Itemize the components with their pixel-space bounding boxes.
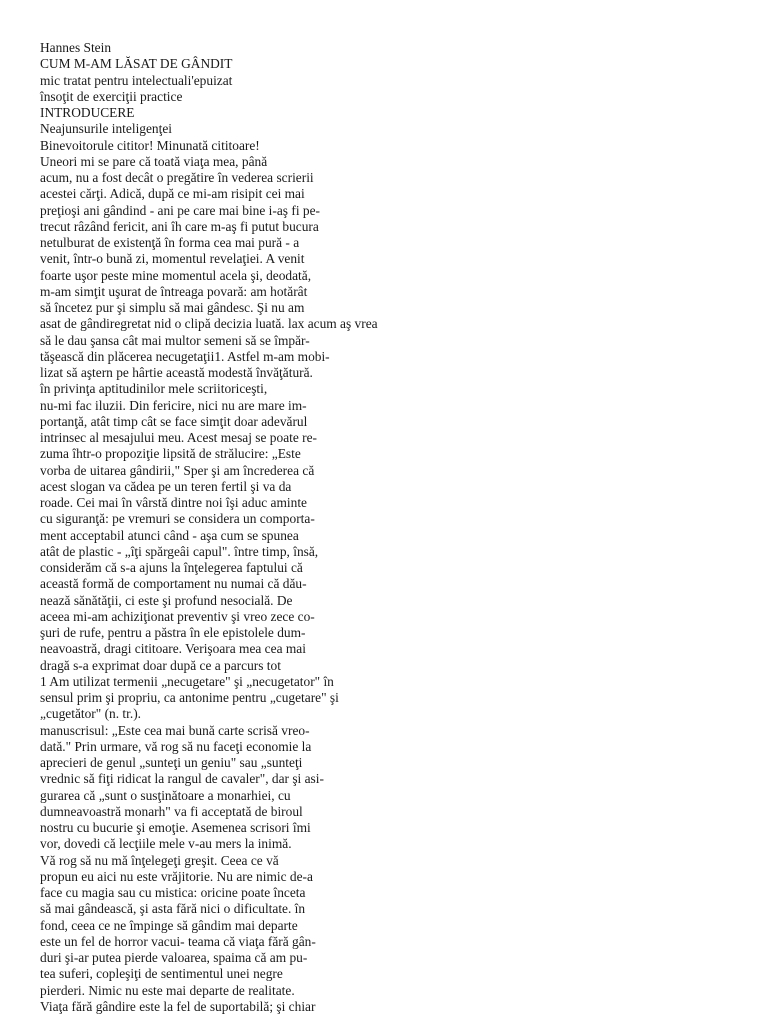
body-line: aceea mi-am achiziţionat preventiv şi vreo zece co- <box>40 608 315 624</box>
body-line: este un fel de horror vacui- teama că viaţa fără gân- <box>40 933 316 949</box>
section-heading: INTRODUCERE <box>40 105 135 120</box>
body-line: nostru cu bucurie şi emoţie. Asemenea scrisori îmi <box>40 820 311 835</box>
body-line: m-am simţit uşurat de întreaga povară: am hotărât <box>40 283 308 299</box>
body-line: nu-mi fac iluzii. Din fericire, nici nu are mare im- <box>40 397 307 413</box>
body-line: pierderi. Nimic nu este mai departe de realitate. <box>40 982 295 998</box>
body-line: foarte uşor peste mine momentul acela şi, deodată, <box>40 267 312 283</box>
body-line: venit, într-o bună zi, momentul revelaţiei. A venit <box>40 251 305 267</box>
body-line: atât de plastic - „îţi spărgeâi capul". între timp, însă, <box>40 543 319 559</box>
document-page <box>40 40 740 1015</box>
body-line: duri şi-ar putea pierde valoarea, spaima că am pu- <box>40 950 308 965</box>
body-line: vrednic să fiţi ridicat la rangul de cavaler", dar şi asi- <box>40 771 324 787</box>
body-line: acum, nu a fost decât o pregătire în vederea scrierii <box>40 170 314 185</box>
footnote-line: sensul prim şi propriu, ca antonime pentru „cugetare" şi <box>40 690 339 705</box>
body-line: să le dau şansa cât mai multor semeni să se împăr- <box>40 332 310 348</box>
body-line: Binevoitorule cititor! Minunată cititoare! <box>40 137 260 153</box>
body-line: Viaţa fără gândire este la fel de suportabilă; şi chiar <box>40 998 316 1014</box>
book-title: CUM M-AM LĂSAT DE GÂNDIT <box>40 56 233 72</box>
body-line: Uneori mi se pare că toată viaţa mea, până <box>40 153 268 169</box>
body-line: dată." Prin urmare, vă rog să nu faceţi economie la <box>40 738 312 754</box>
author-name: Hannes Stein <box>40 40 112 55</box>
footnote-line: 1 Am utilizat termenii „necugetare" şi „necugetator" în <box>40 673 334 689</box>
body-line: fond, ceea ce ne împinge să gândim mai departe <box>40 917 298 933</box>
body-line: în privinţa aptitudinilor mele scriitoriceşti, <box>40 381 268 397</box>
body-line: Vă rog să nu mă înţelegeţi greşit. Ceea ce vă <box>40 852 279 868</box>
body-line: acestei cărţi. Adică, după ce mi-am risipit cei mai <box>40 186 305 202</box>
body-line: zuma îhtr-o propoziţie lipsită de strălucire: „Este <box>40 446 301 462</box>
body-line: tăşească din plăcerea necugetaţii1. Astfel m-am mobi- <box>40 348 330 364</box>
body-line: cu siguranţă: pe vremuri se considera un comporta- <box>40 511 315 527</box>
subtitle-line: însoţit de exerciţii practice <box>40 88 183 104</box>
body-line: să încetez pur şi simplu să mai gândesc. Şi nu am <box>40 300 305 315</box>
footnote-line: „cugetător" (n. tr.). <box>40 706 142 722</box>
body-line: asat de gândiregretat nid o clipă decizia luată. lax acum aş vrea <box>40 316 378 332</box>
body-line: tea suferi, copleşiţi de sentimentul unei negre <box>40 966 283 982</box>
body-line: aprecieri de genul „sunteţi un geniu" sau „sunteţi <box>40 755 303 770</box>
body-line: trecut râzând fericit, ani îh care m-aş fi putut bucura <box>40 218 319 234</box>
body-line: vor, dovedi că lecţiile mele v-au mers la inimă. <box>40 836 292 852</box>
body-line: intrinsec al mesajului meu. Acest mesaj se poate re- <box>40 430 318 445</box>
body-line: vorba de uitarea gândirii," Sper şi am încrederea că <box>40 462 315 478</box>
subtitle-line: mic tratat pentru intelectuali'epuizat <box>40 72 233 88</box>
body-line: netulburat de existenţă în forma cea mai pură - a <box>40 235 300 250</box>
body-line: propun eu aici nu este vrăjitorie. Nu are nimic de-a <box>40 868 313 884</box>
body-line: neavoastră, dragi cititoare. Verişoara mea cea mai <box>40 641 306 657</box>
body-line: portanţă, atât timp cât se face simţit doar adevărul <box>40 413 308 429</box>
chapter-heading: Neajunsurile inteligenţei <box>40 121 173 137</box>
body-line: gurarea că „sunt o susţinătoare a monarhiei, cu <box>40 787 291 803</box>
body-line: lizat să aştern pe hârtie această modestă învăţătură. <box>40 365 313 380</box>
body-line: această formă de comportament nu numai că dău- <box>40 576 307 592</box>
body-text <box>40 138 740 1016</box>
body-line: nează sănătăţii, ci este şi profund nesocială. De <box>40 592 293 608</box>
body-line: roade. Cei mai în vârstă dintre noi îşi aduc aminte <box>40 495 307 510</box>
body-line: ment acceptabil atunci când - aşa cum se spunea <box>40 527 299 543</box>
body-line: să mai gândească, şi asta fără nici o dificultate. în <box>40 901 306 917</box>
body-line: manuscrisul: „Este cea mai bună carte scrisă vreo- <box>40 722 310 738</box>
body-line: face cu magia sau cu mistica: oricine poate înceta <box>40 885 306 900</box>
body-line: dragă s-a exprimat doar după ce a parcurs tot <box>40 657 281 673</box>
body-line: dumneavoastră monarh" va fi acceptată de biroul <box>40 803 303 819</box>
body-line: şuri de rufe, pentru a păstra în ele epistolele dum- <box>40 625 306 640</box>
body-line: considerăm că s-a ajuns la înţelegerea faptului că <box>40 560 303 575</box>
body-line: preţioşi ani gândind - ani pe care mai bine i-aş fi pe- <box>40 202 320 218</box>
body-line: acest slogan va cădea pe un teren fertil şi va da <box>40 478 292 494</box>
